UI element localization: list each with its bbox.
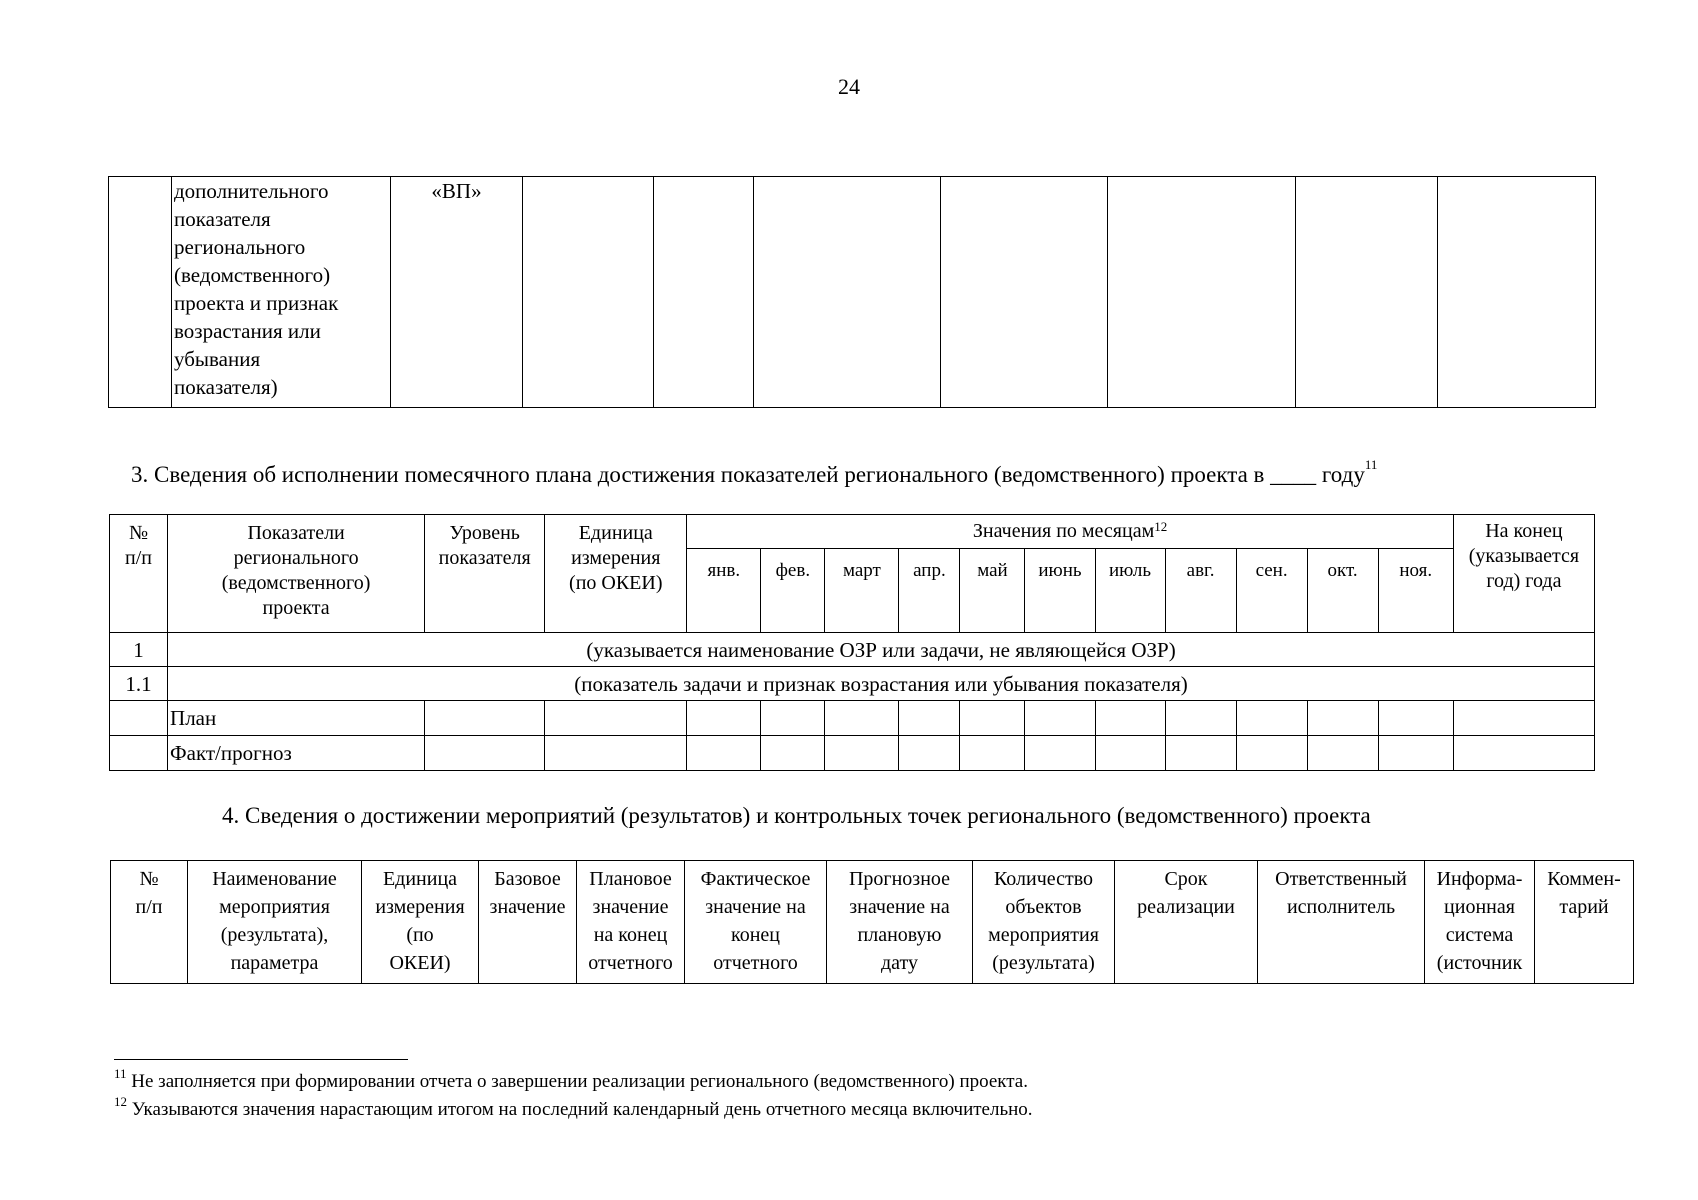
table-row xyxy=(110,633,1595,667)
col-num-header: № п/п xyxy=(111,861,188,984)
footnote-divider xyxy=(114,1059,408,1060)
month-header: ноя. xyxy=(1378,549,1453,633)
col-level-header: Уровень показателя xyxy=(425,515,545,633)
month-header: авг. xyxy=(1165,549,1236,633)
table-row xyxy=(110,736,1595,771)
header-row xyxy=(111,861,1634,984)
continuation-table xyxy=(108,176,1596,408)
months-group-header: Значения по месяцам$^{12}$ xyxy=(687,515,1453,549)
month-header: июнь xyxy=(1025,549,1095,633)
col-num-header: № п/п xyxy=(110,515,168,633)
events-table xyxy=(110,860,1634,984)
col-fact-value-header: Фактическое значение на конец отчетного xyxy=(685,861,827,984)
row-number: 1.1 xyxy=(110,667,168,701)
row-number: 1 xyxy=(110,633,168,667)
section-3-title: 3. Сведения об исполнении помесячного плана достижения показателей регионального (ведомственного) проекта в ____ году$^{11}$ xyxy=(131,457,1378,487)
col-deadline-header: Срок реализации xyxy=(1115,861,1258,984)
col-end-header: На конец (указывается год) года xyxy=(1453,515,1594,633)
month-header: июль xyxy=(1095,549,1165,633)
table-row xyxy=(109,177,1596,408)
col-base-value-header: Базовое значение xyxy=(479,861,577,984)
task-name-cell: (указывается наименование ОЗР или задачи, не являющейся ОЗР) xyxy=(168,633,1595,667)
month-header: апр. xyxy=(899,549,960,633)
table-row xyxy=(110,667,1595,701)
monthly-plan-table xyxy=(109,514,1595,771)
table-row xyxy=(110,701,1595,736)
indicator-name-cell: (показатель задачи и признак возрастания или убывания показателя) xyxy=(168,667,1595,701)
header-row xyxy=(110,515,1595,549)
col-unit-header: Единица измерения (по ОКЕИ) xyxy=(545,515,687,633)
col-indicators-header: Показатели регионального (ведомственного) проекта xyxy=(168,515,425,633)
month-header: янв. xyxy=(687,549,761,633)
col-responsible-header: Ответственный исполнитель xyxy=(1258,861,1425,984)
level-value: «ВП» xyxy=(391,177,523,408)
col-plan-value-header: Плановое значение на конец отчетного xyxy=(577,861,685,984)
month-header: сен. xyxy=(1236,549,1307,633)
col-forecast-value-header: Прогнозное значение на плановую дату xyxy=(827,861,973,984)
month-header: май xyxy=(960,549,1025,633)
col-objects-count-header: Количество объектов мероприятия (результата) xyxy=(973,861,1115,984)
plan-label: План xyxy=(168,701,425,736)
page-number: 24 xyxy=(838,74,860,99)
month-header: окт. xyxy=(1307,549,1378,633)
month-header: фев. xyxy=(761,549,825,633)
col-unit-header: Единица измерения (по ОКЕИ) xyxy=(362,861,479,984)
col-event-name-header: Наименование мероприятия (результата), параметра xyxy=(188,861,362,984)
section-4-title: 4. Сведения о достижении мероприятий (результатов) и контрольных точек регионального (ведомственного) проекта xyxy=(222,803,1371,828)
col-info-system-header: Информа- ционная система (источник xyxy=(1425,861,1535,984)
footnote: $^{11}$ Не заполняется при формировании отчета о завершении реализации регионального (ведомственного) проекта. xyxy=(114,1066,1028,1092)
month-header: март xyxy=(825,549,899,633)
indicator-text: дополнительного показателя регионального (ведомственного) проекта и признак возрастания или убывания показателя) xyxy=(172,177,391,408)
footnote: $^{12}$ Указываются значения нарастающим итогом на последний календарный день отчетного месяца включительно. xyxy=(114,1094,1033,1120)
col-comment-header: Коммен- тарий xyxy=(1535,861,1634,984)
fact-label: Факт/прогноз xyxy=(168,736,425,771)
